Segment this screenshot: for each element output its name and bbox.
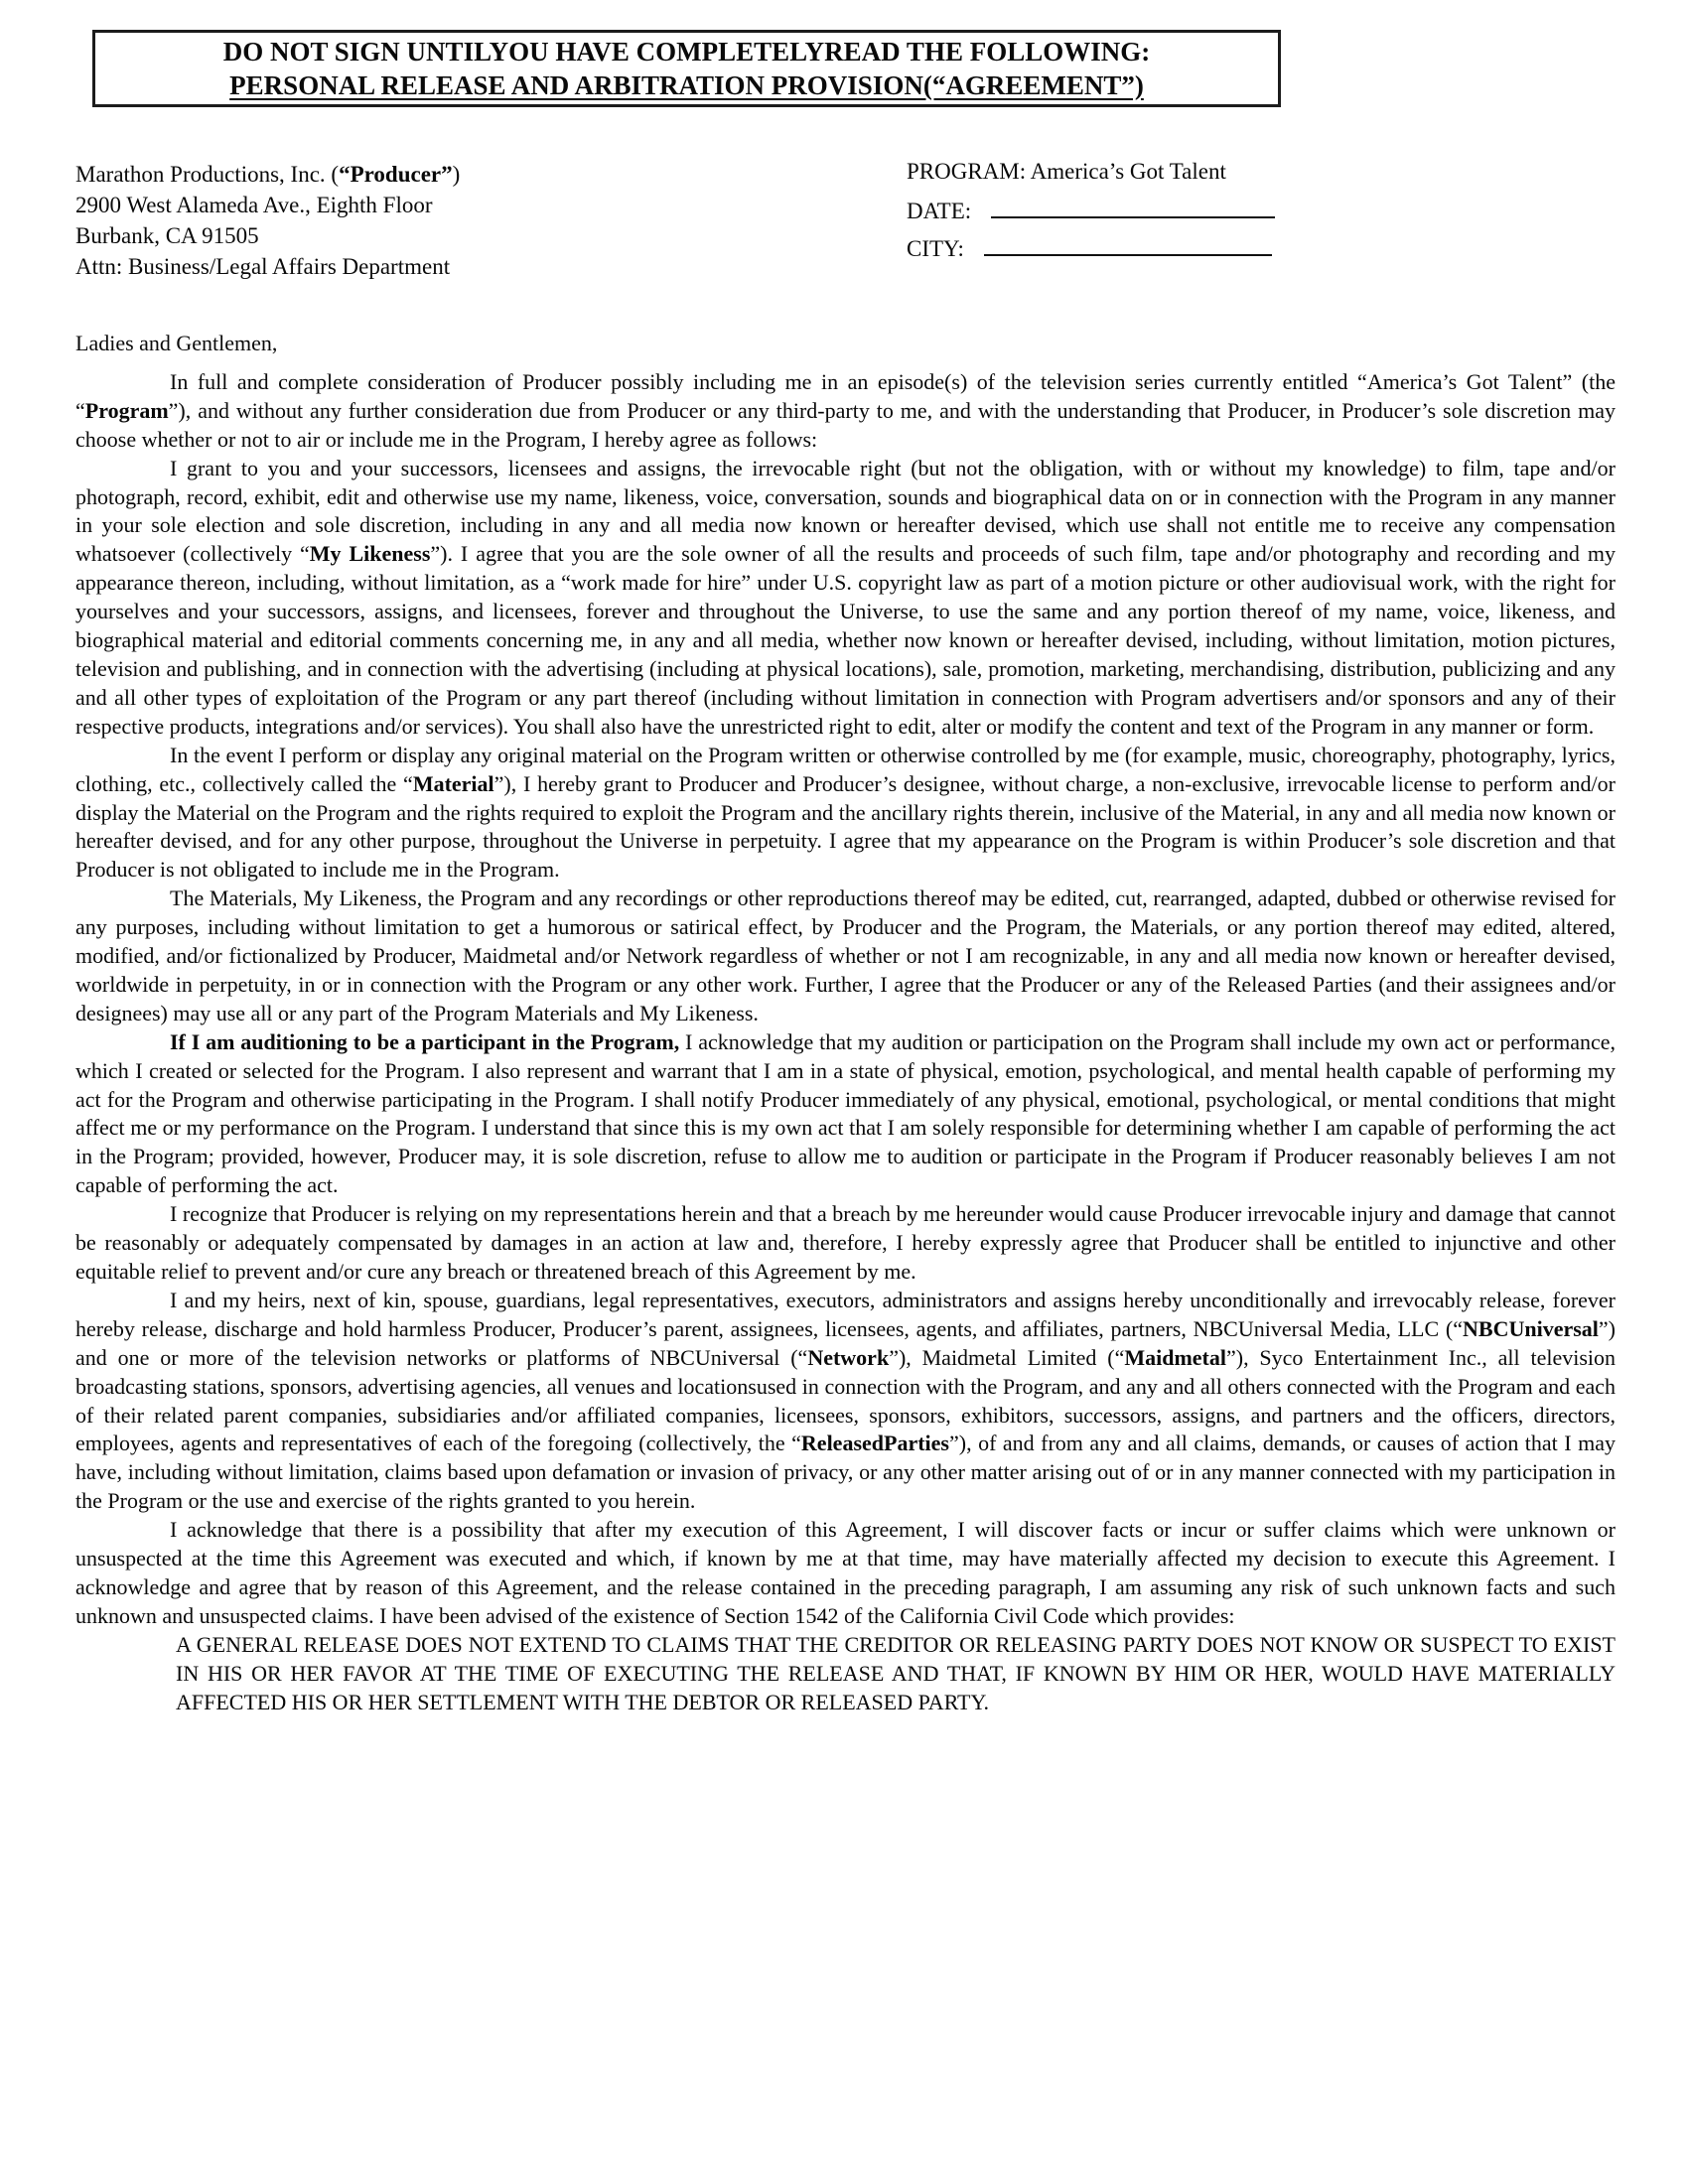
agreement-paragraph-1: In full and complete consideration of Producer possibly including me in an episode(s) of the television series currently entitled “America’s Got Talent” (the “Program”), and without any further consideration due from Producer or any third-party to me, and with the understanding that Producer, in Producer’s sole discretion may choose whether or not to air or include me in the Program, I hereby agree as follows: [75,368,1616,452]
salutation: Ladies and Gentlemen, [75,331,278,355]
agreement-paragraph-6: I recognize that Producer is relying on my representations herein and that a breach by me hereunder would cause Producer irrevocable injury and damage that cannot be reasonably or adequately compensated by damages in an action at law and, therefore, I hereby expressly agree that Producer shall be entitled to injunctive and other equitable relief to prevent and/or cure any breach or threatened breach of this Agreement by me. [75,1201,1616,1284]
city-blank-line [984,234,1272,256]
agreement-title: PERSONAL RELEASE AND ARBITRATION PROVISION(“AGREEMENT”) [229,69,1144,100]
agreement-body [75,330,1616,1717]
agreement-paragraph-3: In the event I perform or display any original material on the Program written or otherwise controlled by me (for example, music, choreography, photography, lyrics, clothing, etc., collectively called the “Material”), I hereby grant to Producer and Producer’s designee, without charge, a non-exclusive, irrevocable license to perform and/or display the Material on the Program and the rights required to exploit the Program and the ancillary rights therein, inclusive of the Material, in any and all media now known or hereafter devised, and for any other purpose, throughout the Universe in perpetuity. I agree that my appearance on the Program is within Producer’s sole discretion and that Producer is not obligated to include me in the Program. [75,742,1616,883]
agreement-paragraph-4: The Materials, My Likeness, the Program and any recordings or other reproductions thereof may be edited, cut, rearranged, adapted, dubbed or otherwise revised for any purposes, including without limitation to get a humorous or satirical effect, by Producer and the Program, the Materials, or any portion thereof may edited, altered, modified, and/or fictionalized by Producer, Maidmetal and/or Network regardless of whether or not I am recognizable, in any and all media now known or hereafter devised, worldwide in perpetuity, in or in connection with the Program or any other work. Further, I agree that the Producer or any of the Released Parties (and their assignees and/or designees) may use all or any part of the Program Materials and My Likeness. [75,886,1616,1025]
producer-name-line: Marathon Productions, Inc. (“Producer”) [75,162,461,187]
producer-city-line: Burbank, CA 91505 [75,223,259,248]
agreement-paragraph-7: I and my heirs, next of kin, spouse, guardians, legal representatives, executors, administrators and assigns hereby unconditionally and irrevocably release, forever hereby release, discharge and hold harmless Producer, Producer’s parent, assignees, licensees, agents, and affiliates, partners, NBCUniversal Media, LLC (“NBCUniversal”) and one or more of the television networks or platforms of NBCUniversal (“Network”), Maidmetal Limited (“Maidmetal”), Syco Entertainment Inc., all television broadcasting stations, sponsors, advertising agencies, all venues and locationsused in connection with the Program, and any and all others connected with the Program and each of their related parent companies, subsidiaries and/or affiliated companies, licensees, sponsors, exhibitors, successors, assigns, and partners and the officers, directors, employees, agents and representatives of each of the foregoing (collectively, the “ReleasedParties”), of and from any and all claims, demands, or causes of action that I may have, including without limitation, claims based upon defamation or invasion of privacy, or any other matter arising out of or in any manner connected with my participation in the Program or the use and exercise of the rights granted to you herein. [75,1287,1617,1514]
program-info-block [907,159,1275,272]
city-row [907,234,1275,272]
warning-header-box [92,30,1281,107]
agreement-paragraph-8: I acknowledge that there is a possibility that after my execution of this Agreement, I will discover facts or incur or suffer claims which were unknown or unsuspected at the time this Agreement was executed and which, if known by me at that time, may have materially affected my decision to execute this Agreement. I acknowledge and agree that by reason of this Agreement, and the release contained in the preceding paragraph, I am assuming any risk of such unknown facts and such unknown and unsuspected claims. I have been advised of the existence of Section 1542 of the California Civil Code which provides: [75,1517,1616,1628]
date-row [907,197,1275,234]
agreement-paragraph-2: I grant to you and your successors, licensees and assigns, the irrevocable right (but not the obligation, with or without my knowledge) to film, tape and/or photograph, record, exhibit, edit and otherwise use my name, likeness, voice, conversation, sounds and biographical data on or in connection with the Program in any manner in your sole election and sole discretion, including in any and all media now known or hereafter devised, which use shall not entitle me to receive any compensation whatsoever (collectively “My Likeness”). I agree that you are the sole owner of all the results and proceeds of such film, tape and/or photography and recording and my appearance thereon, including, without limitation, as a “work made for hire” under U.S. copyright law as part of a motion picture or other audiovisual work, with the right for yourselves and your successors, assigns, and licensees, forever and throughout the Universe, to use the same and any portion thereof of my name, voice, likeness, and biographical material and editorial comments concerning me, in any and all media, whether now known or hereafter devised, including, without limitation, motion pictures, television and publishing, and in connection with the advertising (including at physical locations), sale, promotion, marketing, merchandising, distribution, publicizing and any and all other types of exploitation of the Program or any part thereof (including without limitation in connection with Program advertisers and/or sponsors and any of their respective products, integrations and/or services). You shall also have the unrestricted right to edit, alter or modify the content and text of the Program in any manner or form. [75,455,1616,739]
producer-address-block [75,159,460,282]
date-label: DATE: [907,199,972,223]
city-label: CITY: [907,236,964,261]
producer-attn-line: Attn: Business/Legal Affairs Department [75,254,451,279]
agreement-paragraph-5: If I am auditioning to be a participant in the Program, I acknowledge that my audition or participation on the Program shall include my own act or performance, which I created or selected for the Program. I also represent and warrant that I am in a state of physical, emotion, psychological, and mental health capable of performing my act for the Program and otherwise participating in the Program. I shall notify Producer immediately of any physical, emotional, psychological, or mental conditions that might affect me or my performance on the Program. I understand that since this is my own act that I am solely responsible for determining whether I am capable of performing the act in the Program; provided, however, Producer may, it is sole discretion, refuse to allow me to audition or participate in the Program if Producer reasonably believes I am not capable of performing the act. [75,1028,1616,1198]
date-blank-line [991,197,1275,218]
civil-code-1542-quote: A GENERAL RELEASE DOES NOT EXTEND TO CLAIMS THAT THE CREDITOR OR RELEASING PARTY DOES NOT KNOW OR SUSPECT TO EXIST IN HIS OR HER FAVOR AT THE TIME OF EXECUTING THE RELEASE AND THAT, IF KNOWN BY HIM OR HER, WOULD HAVE MATERIALLY AFFECTED HIS OR HER SETTLEMENT WITH THE DEBTOR OR RELEASED PARTY. [176,1631,1616,1714]
program-line: PROGRAM: America’s Got Talent [907,159,1226,184]
producer-street-line: 2900 West Alameda Ave., Eighth Floor [75,193,433,217]
warning-text: DO NOT SIGN UNTILYOU HAVE COMPLETELYREAD THE FOLLOWING: [222,36,1151,67]
